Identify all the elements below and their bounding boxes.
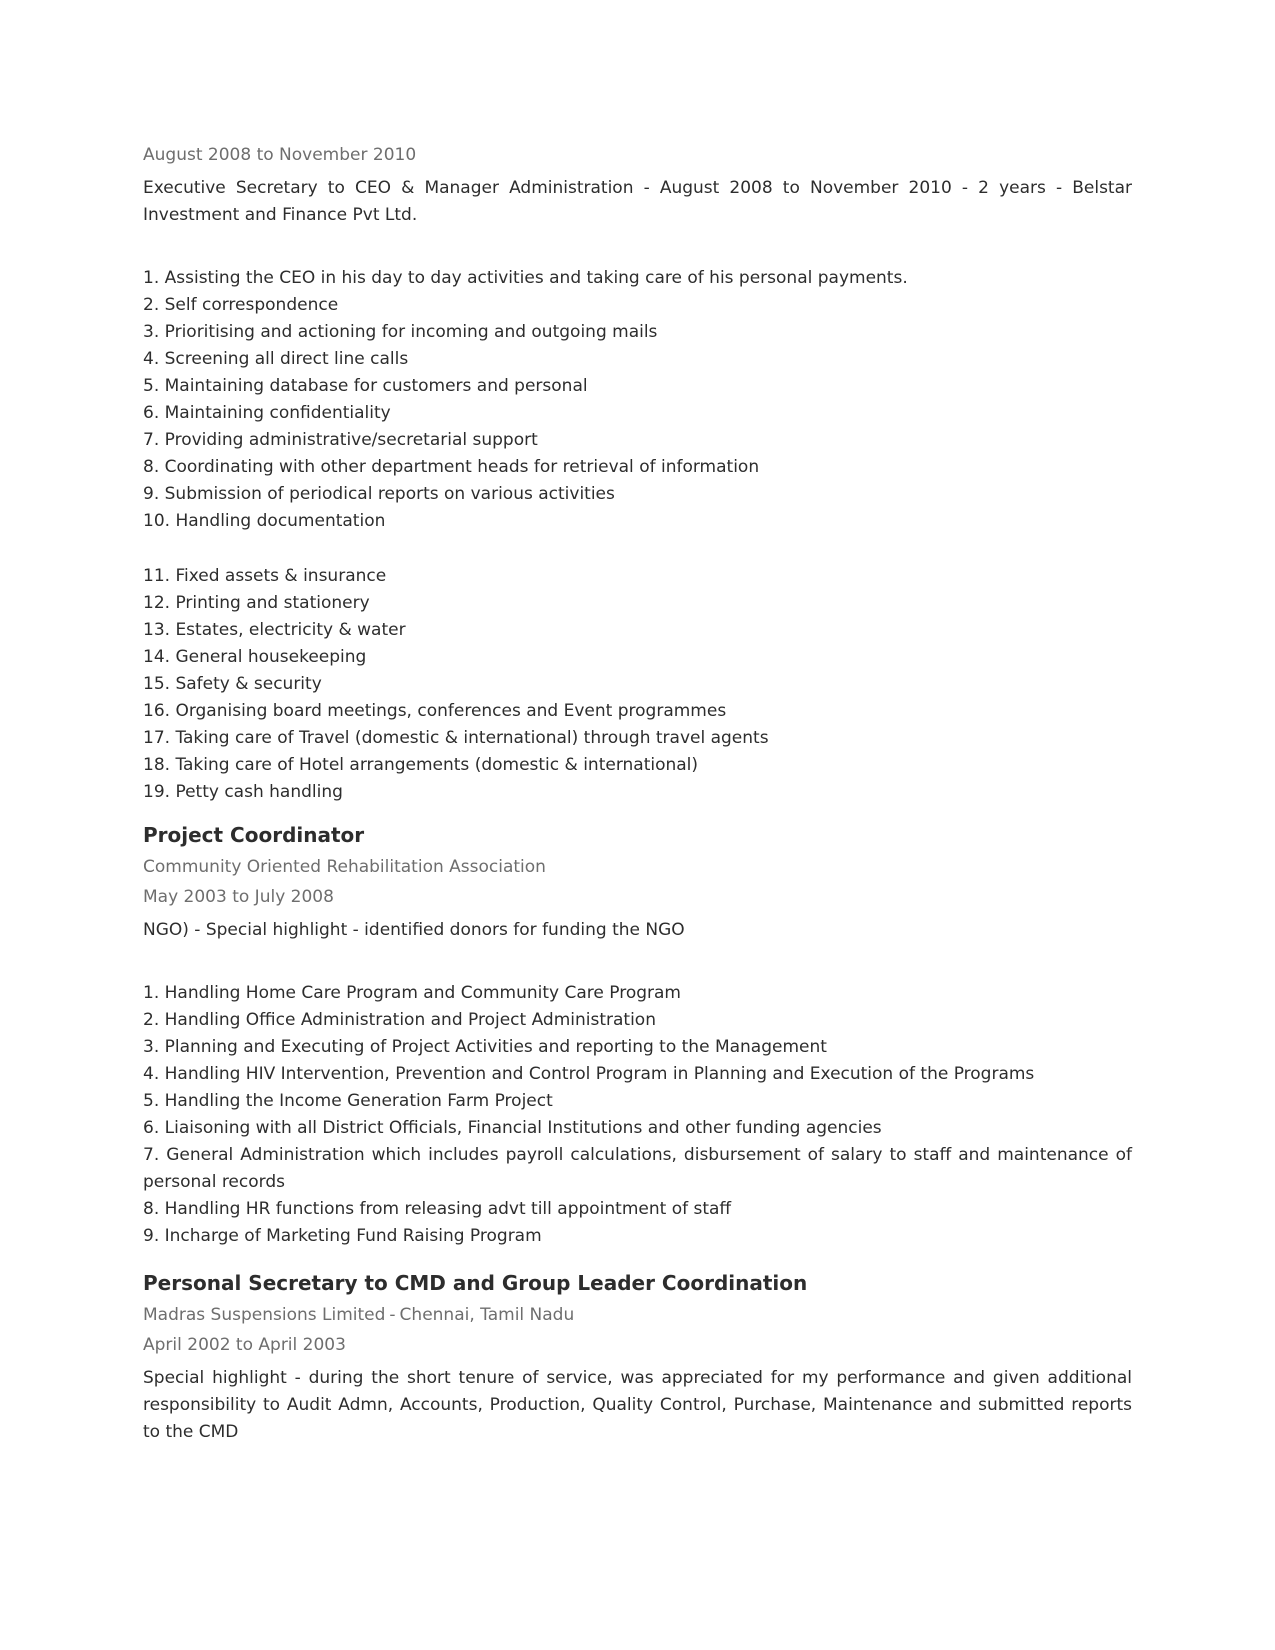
job-company: Madras Suspensions Limited — [143, 1305, 386, 1325]
job-company: Community Oriented Rehabilitation Association — [143, 857, 546, 877]
job-dates: April 2002 to April 2003 — [143, 1335, 346, 1355]
duty-item: 7. Providing administrative/secretarial support — [143, 430, 538, 450]
job-summary: Executive Secretary to CEO & Manager Administration - August 2008 to November 2010 - 2 years - Belstar Investment and Finance Pvt Ltd. — [143, 178, 1132, 225]
job-title: Project Coordinator — [143, 823, 365, 847]
duty-item: 7. General Administration which includes payroll calculations, disbursement of salary to staff and maintenance of personal records — [143, 1145, 1132, 1192]
job-title: Personal Secretary to CMD and Group Leader Coordination — [143, 1271, 808, 1295]
duty-item: 4. Screening all direct line calls — [143, 349, 409, 369]
job-section-personal-secretary — [143, 1270, 1132, 1446]
duty-item: 8. Coordinating with other department heads for retrieval of information — [143, 457, 760, 477]
duty-item: 17. Taking care of Travel (domestic & international) through travel agents — [143, 728, 769, 748]
duty-item: 4. Handling HIV Intervention, Prevention and Control Program in Planning and Execution of the Programs — [143, 1064, 1035, 1084]
duty-item: 18. Taking care of Hotel arrangements (domestic & international) — [143, 755, 699, 775]
duty-item: 2. Handling Office Administration and Project Administration — [143, 1010, 656, 1030]
duty-item: 12. Printing and stationery — [143, 593, 370, 613]
duty-item: 1. Handling Home Care Program and Community Care Program — [143, 983, 681, 1003]
job-summary: NGO) - Special highlight - identified donors for funding the NGO — [143, 920, 685, 940]
duty-item: 13. Estates, electricity & water — [143, 620, 406, 640]
duty-item: 6. Maintaining confidentiality — [143, 403, 391, 423]
job-summary: Special highlight - during the short tenure of service, was appreciated for my performance and given additional responsibility to Audit Admn, Accounts, Production, Quality Control, Purchase, Maintenance and submitted reports to the CMD — [143, 1368, 1132, 1442]
duty-item: 19. Petty cash handling — [143, 782, 343, 802]
duty-item: 9. Incharge of Marketing Fund Raising Program — [143, 1226, 542, 1246]
duty-item: 5. Maintaining database for customers and personal — [143, 376, 588, 396]
duties-list-part1 — [143, 265, 1132, 535]
duty-item: 5. Handling the Income Generation Farm Project — [143, 1091, 553, 1111]
duty-item: 8. Handling HR functions from releasing advt till appointment of staff — [143, 1199, 732, 1219]
duty-item: 2. Self correspondence — [143, 295, 339, 315]
duty-item: 1. Assisting the CEO in his day to day activities and taking care of his personal payments. — [143, 268, 908, 288]
job-dates: August 2008 to November 2010 — [143, 145, 417, 165]
duty-item: 3. Prioritising and actioning for incoming and outgoing mails — [143, 322, 658, 342]
duty-item: 3. Planning and Executing of Project Activities and reporting to the Management — [143, 1037, 827, 1057]
job-section-belstar — [143, 140, 1132, 806]
duty-item: 15. Safety & security — [143, 674, 322, 694]
company-location-separator: - — [389, 1305, 396, 1325]
job-section-project-coordinator — [143, 822, 1132, 1250]
duty-item: 9. Submission of periodical reports on various activities — [143, 484, 615, 504]
duty-item: 14. General housekeeping — [143, 647, 367, 667]
duty-item: 10. Handling documentation — [143, 511, 386, 531]
duties-list-part2 — [143, 563, 1132, 806]
duty-item: 11. Fixed assets & insurance — [143, 566, 387, 586]
duties-list — [143, 980, 1132, 1250]
job-dates: May 2003 to July 2008 — [143, 887, 334, 907]
duty-item: 16. Organising board meetings, conferences and Event programmes — [143, 701, 727, 721]
job-location: Chennai, Tamil Nadu — [399, 1305, 575, 1325]
job-company-line — [143, 1300, 1132, 1330]
duty-item: 6. Liaisoning with all District Officials, Financial Institutions and other funding agencies — [143, 1118, 882, 1138]
